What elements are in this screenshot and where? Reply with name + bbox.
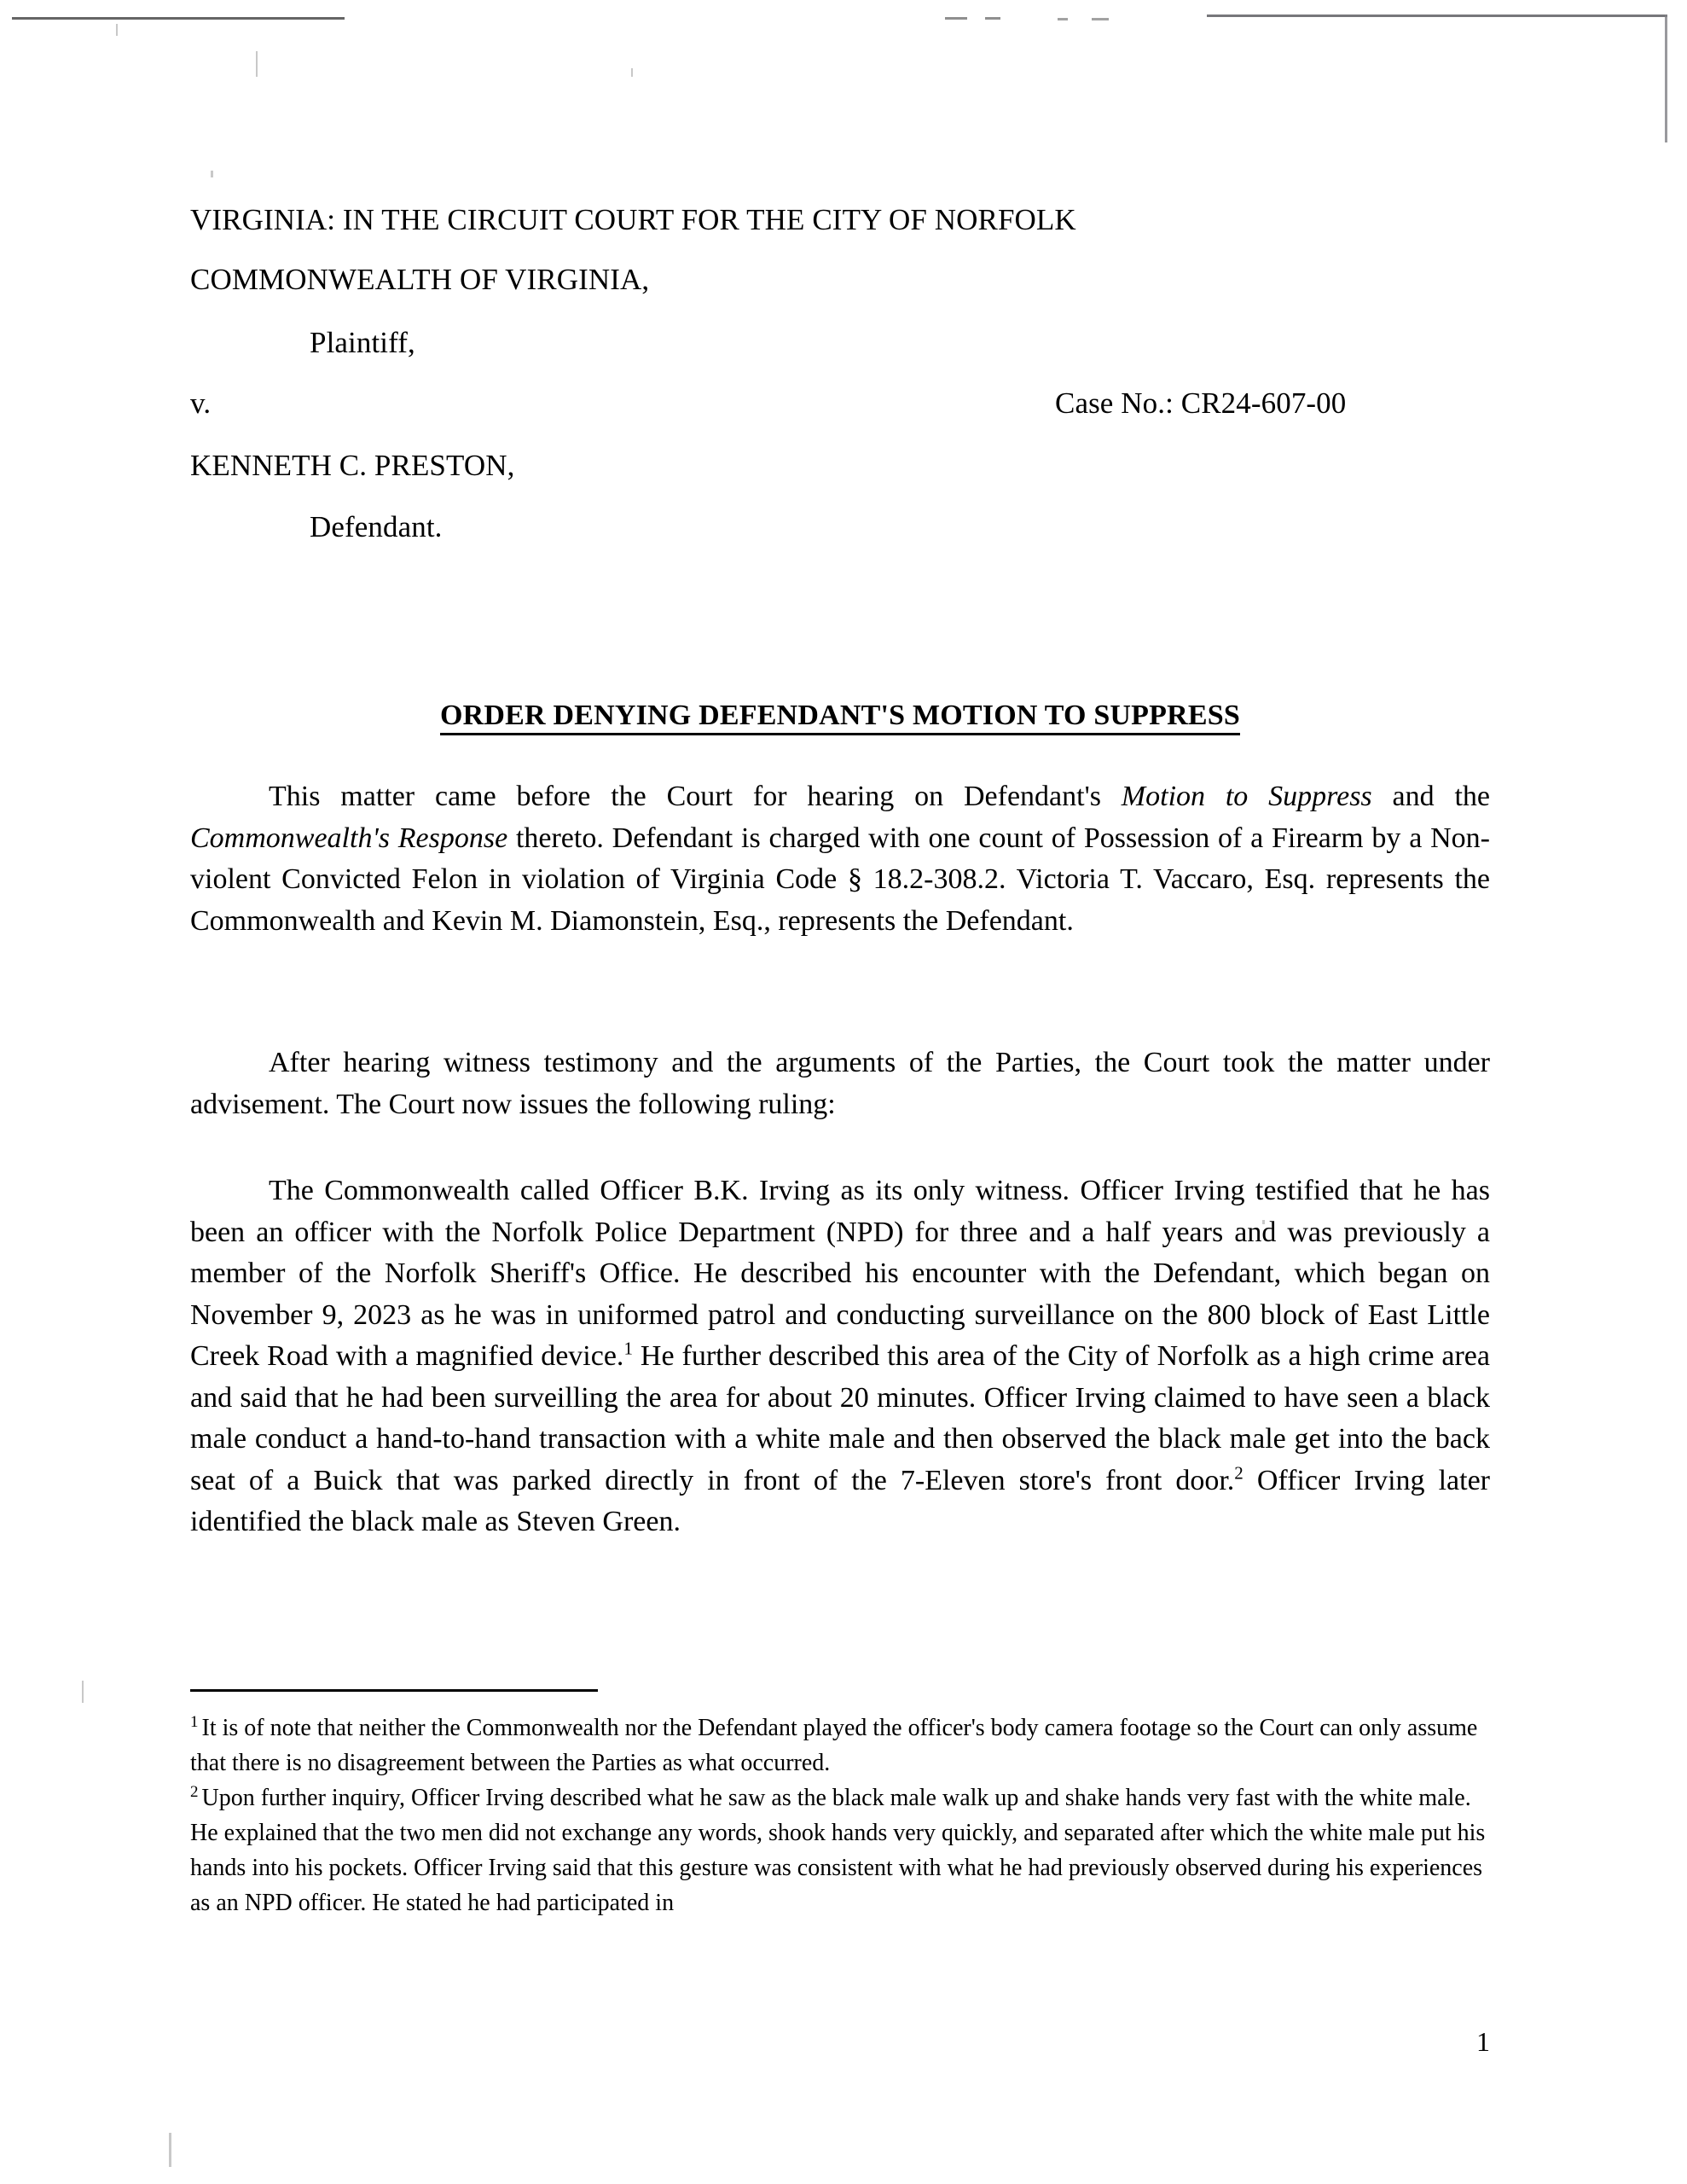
order-title — [190, 700, 1490, 732]
footnote-text-1: It is of note that neither the Commonwealth nor the Defendant played the officer's body camera footage so the Court can only assume that there is no disagreement between the Parties as what occurred. — [190, 1715, 1478, 1776]
body-paragraph-1 — [190, 776, 1490, 942]
body-paragraph-3 — [190, 1170, 1490, 1543]
order-title-text: ORDER DENYING DEFENDANT'S MOTION TO SUPPRESS — [440, 700, 1240, 735]
footnote-reference-2: 2 — [1234, 1462, 1244, 1484]
caption-case-number: Case No.: CR24-607-00 — [1055, 386, 1347, 420]
footnote-reference-1: 1 — [623, 1338, 633, 1359]
page-number: 1 — [1476, 2026, 1490, 2057]
body-paragraph-2: After hearing witness testimony and the arguments of the Parties, the Court took the matter under advisement. The Court now issues the following ruling: — [190, 1047, 1490, 1120]
caption-plaintiff-label: Plaintiff, — [310, 326, 415, 359]
scan-speck — [116, 24, 118, 36]
footnote-item-2 — [190, 1780, 1490, 1920]
paragraph-1-part-2: and the — [1371, 781, 1490, 812]
caption-defendant-name: KENNETH C. PRESTON, — [190, 449, 515, 482]
paragraph-1-part-1: This matter came before the Court for hearing on Defendant's — [269, 781, 1122, 812]
footnote-marker-1: 1 — [190, 1712, 199, 1731]
paragraph-1-italic-motion-to-suppress: Motion to Suppress — [1121, 781, 1372, 812]
footnote-separator-rule — [190, 1689, 598, 1692]
caption-defendant-label: Defendant. — [310, 510, 443, 543]
footnote-list — [190, 1711, 1490, 1920]
paragraph-3-part-1: The Commonwealth called Officer B.K. Irving as its only witness. Officer Irving testified that he has been an officer with the Norfolk Police Department (NPD) for three and a half years and was previously a member of the Norfolk Sheriff's Office. He described his encounter with the Defendant, which began on November 9, 2023 as he was in uniformed patrol and conducting surveillance on the 800 block of East Little Creek Road with a magnified device. — [190, 1175, 1490, 1372]
scan-artifact-right-edge-line — [1665, 15, 1667, 142]
footnote-item-1 — [190, 1711, 1490, 1780]
scan-speck — [82, 1681, 84, 1703]
scan-speck — [169, 2133, 171, 2167]
paragraph-1-italic-commonwealths-response: Commonwealth's Response — [190, 822, 508, 854]
caption-jurisdiction-line: VIRGINIA: IN THE CIRCUIT COURT FOR THE CITY OF NORFOLK — [190, 203, 1076, 236]
document-content — [190, 0, 1490, 2184]
footnote-marker-2: 2 — [190, 1782, 199, 1801]
caption-versus: v. — [190, 386, 212, 420]
paragraph-3-part-2: He further described this area of the City of Norfolk as a high crime area and said that he had been surveilling the area for about 20 minutes. Officer Irving claimed to have seen a black male conduct a hand-to-hand transaction with a white male and then observed the black male get into the back seat of a Buick that was parked directly in front of the 7-Eleven store's front door. — [190, 1340, 1490, 1496]
paragraph-1-part-3: thereto. Defendant is charged with one count of Possession of a Firearm by a Non-violent Convicted Felon in violation of Virginia Code § 18.2-308.2. Victoria T. Vaccaro, Esq. represents the Commonwealth and Kevin M. Diamonstein, Esq., represents the Defendant. — [190, 822, 1490, 937]
caption-plaintiff-name: COMMONWEALTH OF VIRGINIA, — [190, 263, 650, 296]
footnote-text-2: Upon further inquiry, Officer Irving described what he saw as the black male walk up and shake hands very fast with the white male. He explained that the two men did not exchange any words, shook hands very quickly, and separated after which the white male put his hands into his pockets. Officer Irving said that this gesture was consistent with what he had previously observed during his experiences as an NPD officer. He stated he had participated in — [190, 1785, 1486, 1916]
paragraph-3-part-3: Officer Irving later identified the black male as Steven Green. — [190, 1464, 1490, 1537]
